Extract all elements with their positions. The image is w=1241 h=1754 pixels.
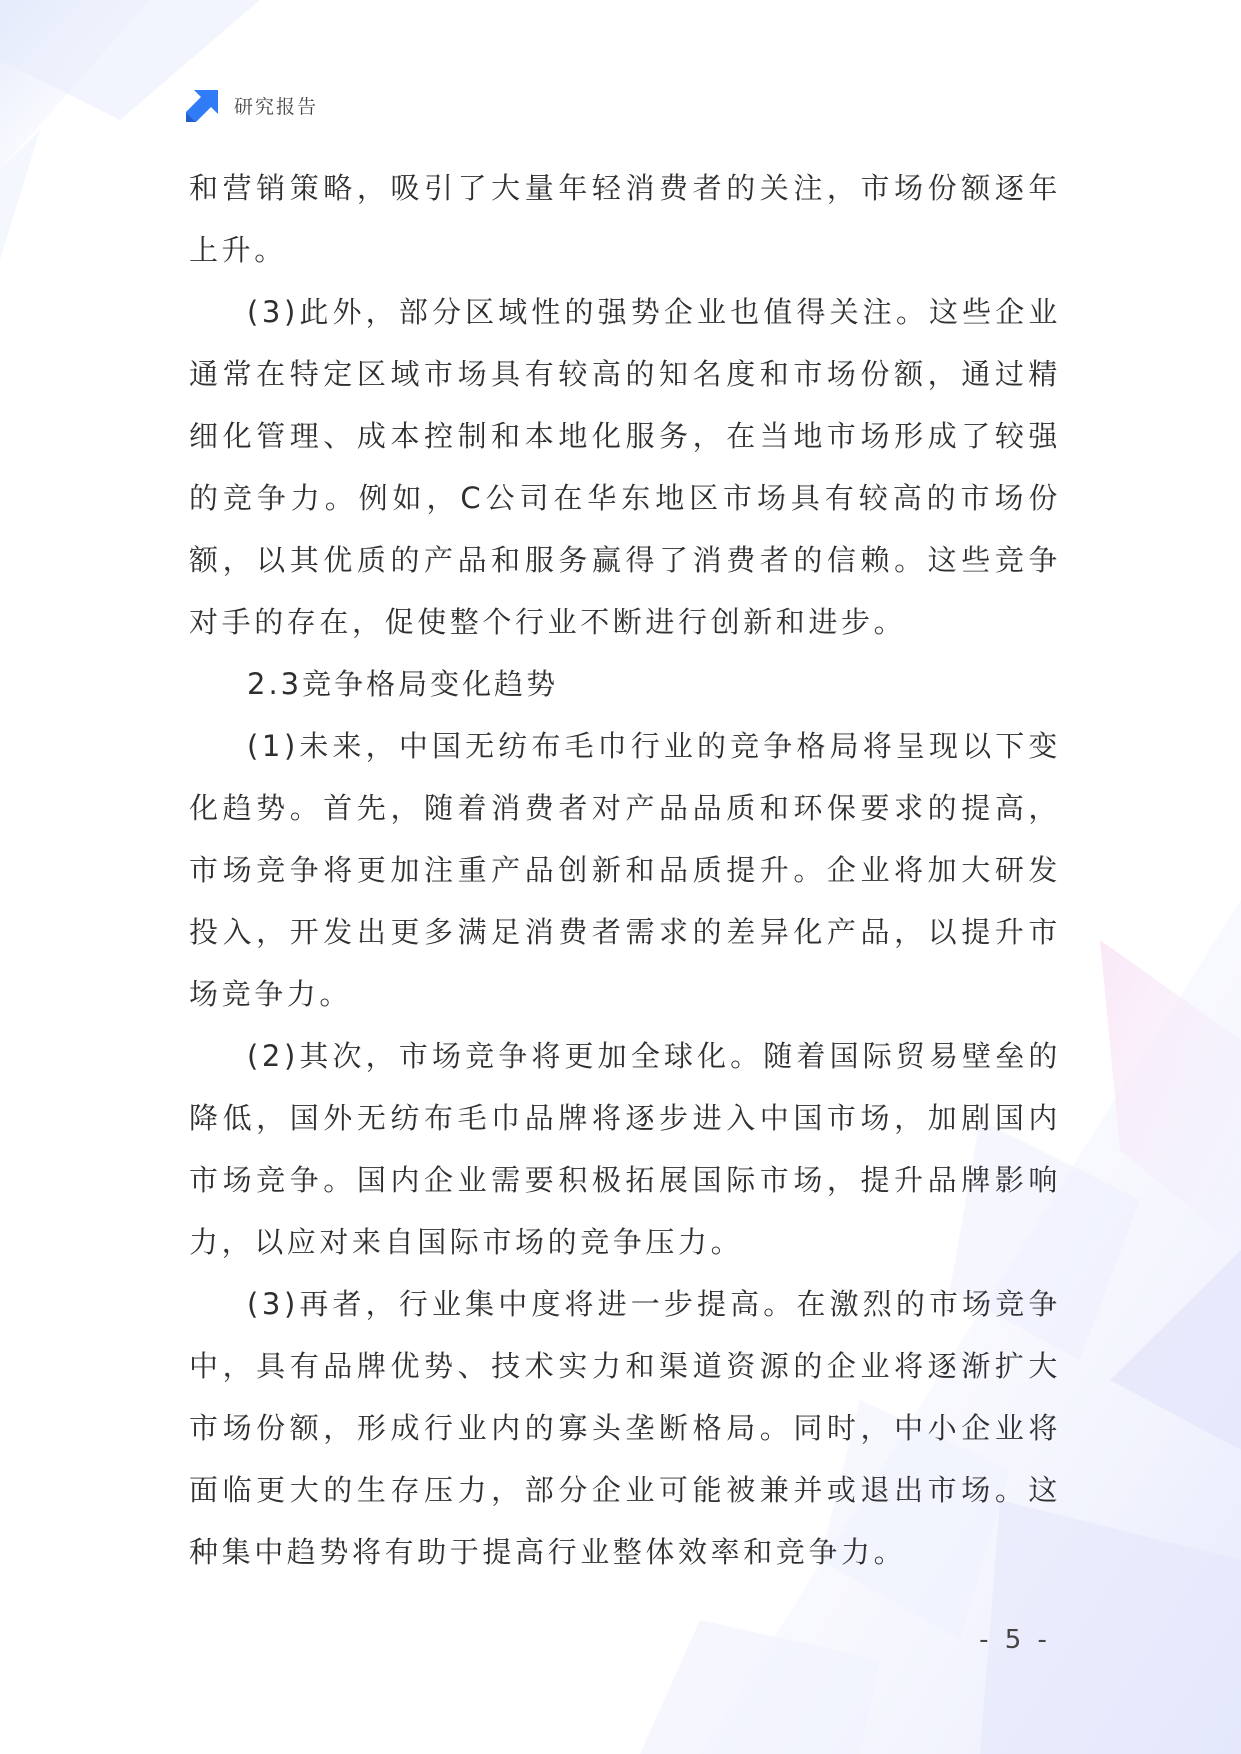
header-title: 研究报告 bbox=[234, 95, 319, 118]
arrow-up-right-icon bbox=[186, 88, 220, 122]
report-header bbox=[186, 88, 318, 122]
paragraph-trend-2: (2)其次，市场竞争将更加全球化。随着国际贸易壁垒的降低，国外无纺布毛巾品牌将逐步进入中国市场，加剧国内市场竞争。国内企业需要积极拓展国际市场，提升品牌影响力，以应对来自国际市场的竞争压力。 bbox=[189, 1039, 1061, 1259]
paragraph-regional-enterprises: (3)此外，部分区域性的强势企业也值得关注。这些企业通常在特定区域市场具有较高的知名度和市场份额，通过精细化管理、成本控制和本地化服务，在当地市场形成了较强的竞争力。例如，C公司在华东地区市场具有较高的市场份额，以其优质的产品和服务赢得了消费者的信赖。这些竞争对手的存在，促使整个行业不断进行创新和进步。 bbox=[189, 295, 1061, 639]
paragraph-trend-3: (3)再者，行业集中度将进一步提高。在激烈的市场竞争中，具有品牌优势、技术实力和渠道资源的企业将逐渐扩大市场份额，形成行业内的寡头垄断格局。同时，中小企业将面临更大的生存压力，部分企业可能被兼并或退出市场。这种集中趋势将有助于提高行业整体效率和竞争力。 bbox=[189, 1287, 1061, 1569]
page-number: - 5 - bbox=[979, 1625, 1051, 1655]
paragraph-continuation: 和营销策略，吸引了大量年轻消费者的关注，市场份额逐年上升。 bbox=[189, 171, 1061, 267]
section-heading: 2.3竞争格局变化趋势 bbox=[247, 667, 559, 701]
paragraph-trend-1: (1)未来，中国无纺布毛巾行业的竞争格局将呈现以下变化趋势。首先，随着消费者对产品品质和环保要求的提高，市场竞争将更加注重产品创新和品质提升。企业将加大研发投入，开发出更多满足消费者需求的差异化产品，以提升市场竞争力。 bbox=[189, 729, 1061, 1011]
document-body bbox=[189, 157, 1061, 1583]
